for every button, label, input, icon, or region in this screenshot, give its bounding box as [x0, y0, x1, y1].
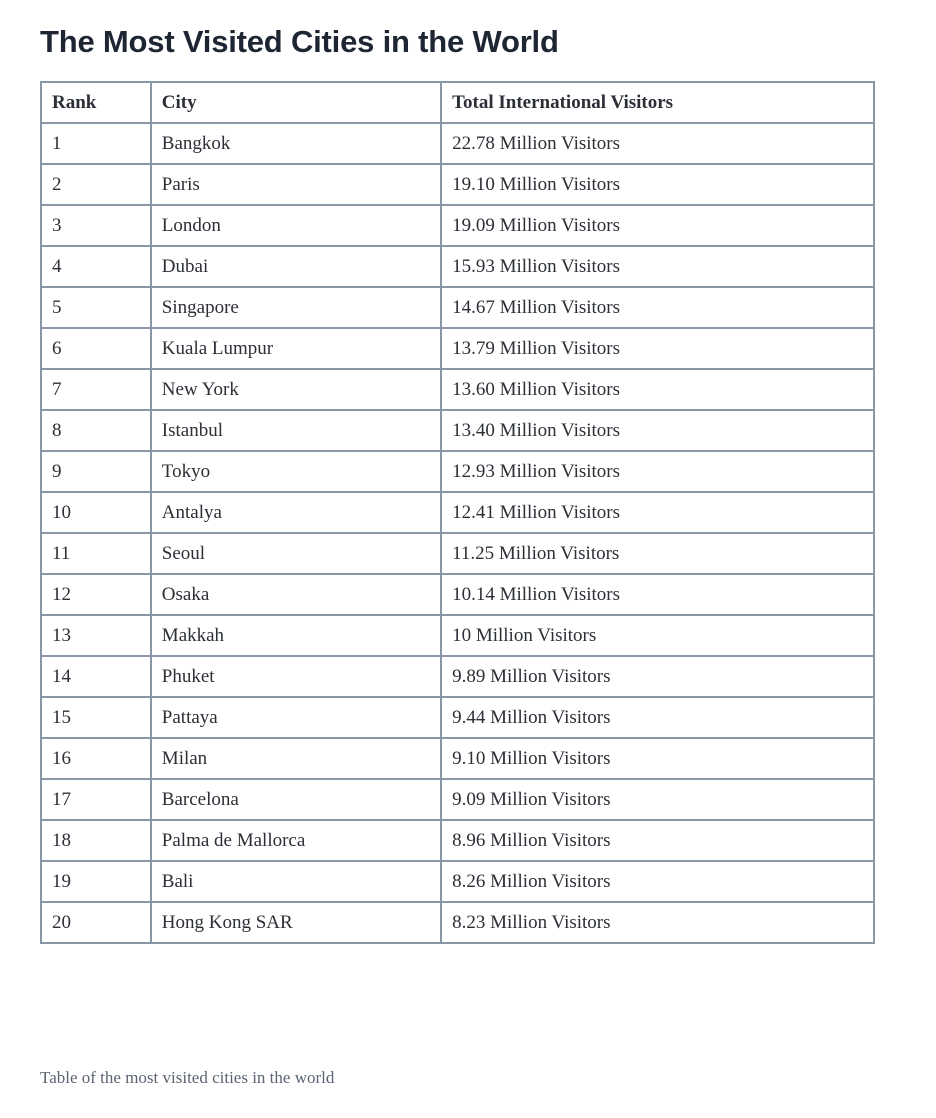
rank-cell: 20: [41, 902, 151, 943]
city-cell: Kuala Lumpur: [151, 328, 441, 369]
rank-cell: 2: [41, 164, 151, 205]
rank-column-header: Rank: [41, 82, 151, 123]
table-row: [41, 738, 874, 779]
table-row: [41, 164, 874, 205]
table-row: [41, 656, 874, 697]
city-cell: Palma de Mallorca: [151, 820, 441, 861]
city-cell: Hong Kong SAR: [151, 902, 441, 943]
table-row: [41, 123, 874, 164]
city-cell: Pattaya: [151, 697, 441, 738]
table-row: [41, 410, 874, 451]
table-row: [41, 492, 874, 533]
rank-cell: 1: [41, 123, 151, 164]
rank-cell: 16: [41, 738, 151, 779]
visitors-cell: 13.79 Million Visitors: [441, 328, 874, 369]
table-body: [41, 123, 874, 943]
city-cell: Bangkok: [151, 123, 441, 164]
visitors-table: [40, 81, 875, 944]
table-row: [41, 861, 874, 902]
rank-cell: 17: [41, 779, 151, 820]
visitors-cell: 12.93 Million Visitors: [441, 451, 874, 492]
rank-cell: 8: [41, 410, 151, 451]
visitors-cell: 9.44 Million Visitors: [441, 697, 874, 738]
rank-cell: 13: [41, 615, 151, 656]
city-cell: Milan: [151, 738, 441, 779]
visitors-cell: 11.25 Million Visitors: [441, 533, 874, 574]
city-cell: Phuket: [151, 656, 441, 697]
city-cell: Tokyo: [151, 451, 441, 492]
rank-cell: 19: [41, 861, 151, 902]
visitors-cell: 15.93 Million Visitors: [441, 246, 874, 287]
city-cell: Singapore: [151, 287, 441, 328]
table-caption: Table of the most visited cities in the world: [40, 1068, 335, 1087]
visitors-cell: 8.23 Million Visitors: [441, 902, 874, 943]
table-row: [41, 369, 874, 410]
table-row: [41, 820, 874, 861]
table-row: [41, 328, 874, 369]
city-cell: Istanbul: [151, 410, 441, 451]
visitors-column-header: Total International Visitors: [441, 82, 874, 123]
visitors-cell: 9.10 Million Visitors: [441, 738, 874, 779]
city-cell: Barcelona: [151, 779, 441, 820]
table-row: [41, 574, 874, 615]
city-cell: Antalya: [151, 492, 441, 533]
rank-cell: 3: [41, 205, 151, 246]
table-row: [41, 246, 874, 287]
rank-cell: 14: [41, 656, 151, 697]
rank-cell: 18: [41, 820, 151, 861]
city-cell: Paris: [151, 164, 441, 205]
city-cell: Seoul: [151, 533, 441, 574]
visitors-cell: 19.09 Million Visitors: [441, 205, 874, 246]
visitors-cell: 10.14 Million Visitors: [441, 574, 874, 615]
rank-cell: 4: [41, 246, 151, 287]
table-row: [41, 697, 874, 738]
city-cell: London: [151, 205, 441, 246]
rank-cell: 6: [41, 328, 151, 369]
table-row: [41, 451, 874, 492]
table-row: [41, 615, 874, 656]
visitors-cell: 9.09 Million Visitors: [441, 779, 874, 820]
table-row: [41, 902, 874, 943]
visitors-cell: 12.41 Million Visitors: [441, 492, 874, 533]
city-cell: Osaka: [151, 574, 441, 615]
visitors-cell: 19.10 Million Visitors: [441, 164, 874, 205]
visitors-cell: 14.67 Million Visitors: [441, 287, 874, 328]
city-cell: Makkah: [151, 615, 441, 656]
table-row: [41, 779, 874, 820]
city-cell: New York: [151, 369, 441, 410]
table-row: [41, 533, 874, 574]
table-header-row: [41, 82, 874, 123]
visitors-cell: 10 Million Visitors: [441, 615, 874, 656]
rank-cell: 9: [41, 451, 151, 492]
visitors-cell: 8.26 Million Visitors: [441, 861, 874, 902]
visitors-cell: 13.40 Million Visitors: [441, 410, 874, 451]
rank-cell: 10: [41, 492, 151, 533]
table-row: [41, 287, 874, 328]
page-title: The Most Visited Cities in the World: [40, 24, 559, 59]
city-cell: Dubai: [151, 246, 441, 287]
visitors-cell: 9.89 Million Visitors: [441, 656, 874, 697]
city-column-header: City: [151, 82, 441, 123]
rank-cell: 11: [41, 533, 151, 574]
city-cell: Bali: [151, 861, 441, 902]
table-row: [41, 205, 874, 246]
visitors-cell: 8.96 Million Visitors: [441, 820, 874, 861]
rank-cell: 5: [41, 287, 151, 328]
visitors-cell: 22.78 Million Visitors: [441, 123, 874, 164]
rank-cell: 12: [41, 574, 151, 615]
rank-cell: 15: [41, 697, 151, 738]
rank-cell: 7: [41, 369, 151, 410]
visitors-cell: 13.60 Million Visitors: [441, 369, 874, 410]
